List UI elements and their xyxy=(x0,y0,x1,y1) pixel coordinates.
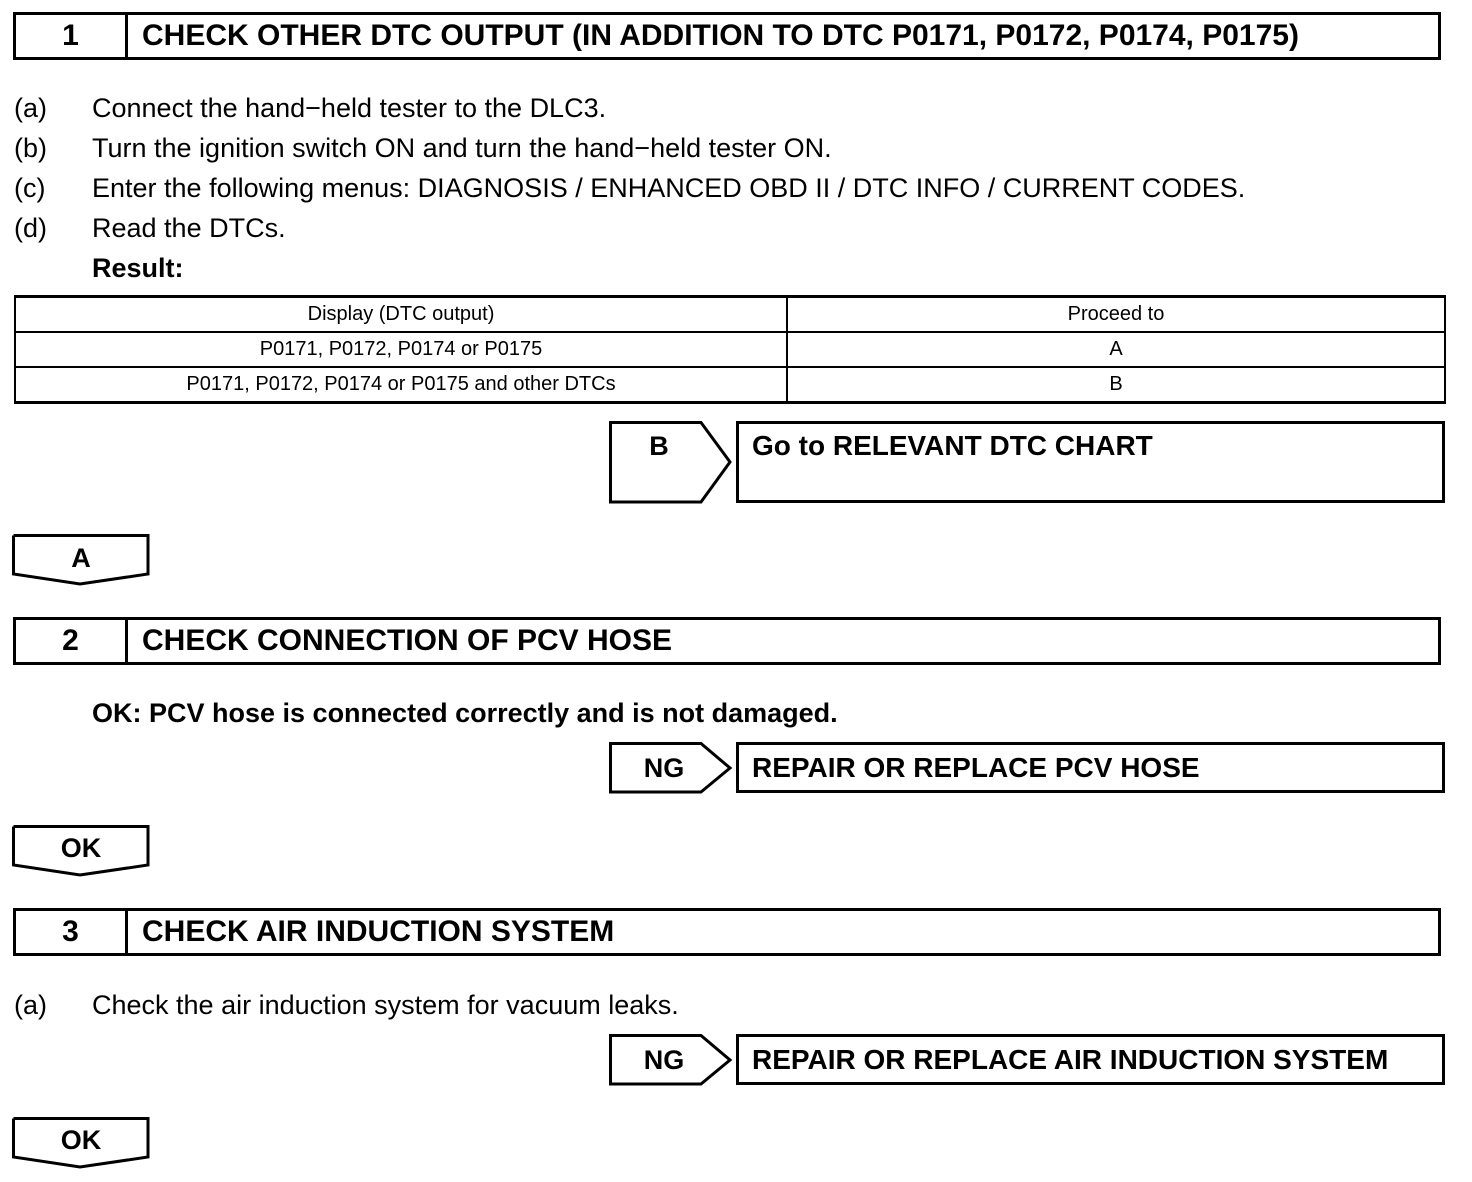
instruction-label: (b) xyxy=(14,133,47,163)
branch-tag-ng xyxy=(609,1034,733,1086)
step-2-header xyxy=(13,617,1441,665)
table-cell: P0171, P0172, P0174 or P0175 xyxy=(15,332,787,367)
instruction-text: Read the DTCs. xyxy=(92,213,286,243)
instruction-label: (d) xyxy=(14,213,47,243)
continue-tag-label: OK xyxy=(60,1125,102,1155)
step-number: 2 xyxy=(16,620,128,662)
ok-condition: OK: PCV hose is connected correctly and is not damaged. xyxy=(92,698,838,728)
result-label: Result: xyxy=(92,253,184,283)
table-row xyxy=(15,332,1445,367)
table-header-row xyxy=(15,297,1445,333)
instruction-label: (a) xyxy=(14,93,47,123)
step-1-header xyxy=(13,12,1441,60)
instruction-text: Enter the following menus: DIAGNOSIS / ENHANCED OBD II / DTC INFO / CURRENT CODES. xyxy=(92,173,1246,203)
instruction-label: (c) xyxy=(14,173,46,203)
continue-tag-label: OK xyxy=(60,833,102,863)
table-cell: P0171, P0172, P0174 or P0175 and other DTCs xyxy=(15,367,787,403)
step-title: CHECK CONNECTION OF PCV HOSE xyxy=(142,624,673,657)
step-number: 1 xyxy=(16,15,128,57)
branch-action-box: REPAIR OR REPLACE AIR INDUCTION SYSTEM xyxy=(736,1034,1445,1085)
instruction-label: (a) xyxy=(14,990,47,1020)
branch-tag-label: NG xyxy=(643,1044,685,1075)
result-table xyxy=(14,295,1446,404)
step-title: CHECK OTHER DTC OUTPUT (IN ADDITION TO DTC P0171, P0172, P0174, P0175) xyxy=(142,19,1299,52)
table-header-cell: Display (DTC output) xyxy=(15,297,787,333)
instruction-text: Connect the hand−held tester to the DLC3. xyxy=(92,93,607,123)
instruction-text: Turn the ignition switch ON and turn the hand−held tester ON. xyxy=(92,133,832,163)
branch-action-box: Go to RELEVANT DTC CHART xyxy=(736,421,1445,503)
branch-tag-label: B xyxy=(649,430,669,461)
instruction-text: Check the air induction system for vacuum leaks. xyxy=(92,990,679,1020)
step-3-header xyxy=(13,908,1441,956)
continue-tag-ok xyxy=(12,825,150,877)
step-number: 3 xyxy=(16,911,128,953)
table-cell: A xyxy=(787,332,1445,367)
branch-tag-b xyxy=(609,421,733,505)
table-row xyxy=(15,367,1445,403)
continue-tag-a xyxy=(12,534,150,586)
continue-tag-ok xyxy=(12,1117,150,1169)
step-title: CHECK AIR INDUCTION SYSTEM xyxy=(142,915,615,948)
table-header-cell: Proceed to xyxy=(787,297,1445,333)
branch-action-box: REPAIR OR REPLACE PCV HOSE xyxy=(736,742,1445,793)
table-cell: B xyxy=(787,367,1445,403)
branch-tag-ng xyxy=(609,742,733,794)
branch-tag-label: NG xyxy=(643,752,685,783)
continue-tag-label: A xyxy=(71,543,91,573)
